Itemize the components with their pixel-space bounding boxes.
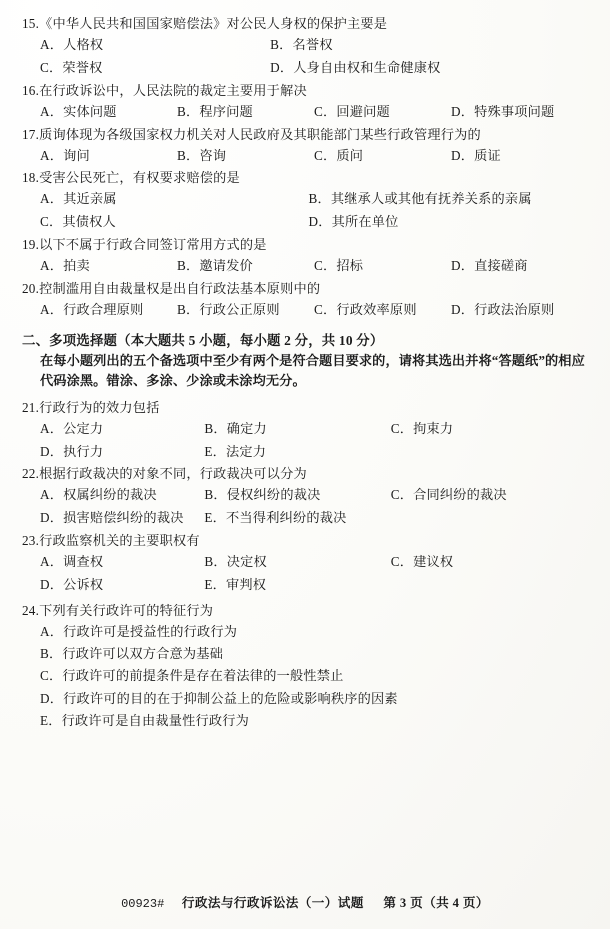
option-a[interactable]: A．行政许可是授益性的行政行为 bbox=[40, 623, 238, 639]
question-19-options bbox=[22, 256, 588, 276]
option-d[interactable]: D．特殊事项问题 bbox=[451, 103, 555, 119]
question-21-options-row-2 bbox=[22, 442, 588, 462]
question-16-options bbox=[22, 102, 588, 122]
question-16 bbox=[22, 81, 588, 122]
question-17-stem: 质询体现为各级国家权力机关对人民政府及其职能部门某些行政管理行为的 bbox=[39, 126, 481, 142]
option-a[interactable]: A．其近亲属 bbox=[40, 191, 117, 207]
question-22 bbox=[22, 464, 588, 528]
option-c[interactable]: C．拘束力 bbox=[390, 420, 454, 436]
option-e[interactable]: E．行政许可是自由裁量性行政行为 bbox=[40, 713, 250, 729]
question-17 bbox=[22, 125, 588, 166]
question-24 bbox=[22, 601, 588, 732]
option-b[interactable]: B．行政许可以双方合意为基础 bbox=[40, 646, 224, 662]
option-c[interactable]: C．行政效率原则 bbox=[314, 301, 417, 317]
option-d[interactable]: D．行政许可的目的在于抑制公益上的危险或影响秩序的因素 bbox=[40, 690, 398, 706]
option-b[interactable]: B．侵权纠纷的裁决 bbox=[204, 487, 321, 503]
option-a[interactable]: A．公定力 bbox=[40, 420, 104, 436]
question-17-options bbox=[22, 146, 588, 166]
option-b[interactable]: B．决定权 bbox=[204, 554, 267, 570]
question-16-stem: 在行政诉讼中，人民法院的裁定主要用于解决 bbox=[39, 82, 307, 98]
option-c[interactable]: C．建议权 bbox=[390, 554, 454, 570]
option-d[interactable]: D．其所在单位 bbox=[308, 214, 399, 230]
question-15-stem: 《中华人民共和国国家赔偿法》对公民人身权的保护主要是 bbox=[39, 16, 388, 31]
option-b[interactable]: B．确定力 bbox=[204, 420, 267, 436]
question-23 bbox=[22, 531, 588, 595]
question-21-options-row-1 bbox=[22, 419, 588, 439]
option-a[interactable]: A．人格权 bbox=[40, 37, 104, 53]
option-d[interactable]: D．损害赔偿纠纷的裁决 bbox=[40, 510, 184, 526]
footer-page-number: 第 3 页（共 4 页） bbox=[383, 896, 489, 910]
option-a[interactable]: A．行政合理原则 bbox=[40, 301, 144, 317]
option-a[interactable]: A．权属纠纷的裁决 bbox=[40, 487, 157, 503]
option-b[interactable]: B．邀请发价 bbox=[177, 258, 253, 274]
question-19-stem: 以下不属于行政合同签订常用方式的是 bbox=[39, 237, 267, 253]
question-24-number: 24. bbox=[22, 602, 40, 618]
question-23-number: 23. bbox=[22, 532, 40, 548]
option-e[interactable]: E．法定力 bbox=[204, 443, 267, 459]
question-18-options-row-2 bbox=[22, 212, 588, 232]
option-e[interactable]: E．不当得利纠纷的裁决 bbox=[204, 510, 347, 526]
question-18-number: 18. bbox=[22, 170, 40, 186]
question-20-stem: 控制滥用自由裁量权是出自行政法基本原则中的 bbox=[39, 280, 321, 296]
option-b[interactable]: B．名誉权 bbox=[270, 37, 333, 53]
option-d[interactable]: D．直接磋商 bbox=[451, 258, 528, 274]
question-23-stem: 行政监察机关的主要职权有 bbox=[39, 532, 200, 548]
option-d[interactable]: D．执行力 bbox=[40, 443, 104, 459]
question-22-options-row-2 bbox=[22, 508, 588, 528]
option-a[interactable]: A．实体问题 bbox=[40, 103, 117, 119]
question-16-number: 16. bbox=[22, 82, 40, 98]
question-20-options bbox=[22, 300, 588, 320]
question-18 bbox=[22, 168, 588, 232]
option-b[interactable]: B．行政公正原则 bbox=[177, 301, 280, 317]
option-a[interactable]: A．询问 bbox=[40, 147, 90, 163]
option-c[interactable]: C．荣誉权 bbox=[40, 59, 103, 75]
question-24-stem: 下列有关行政许可的特征行为 bbox=[39, 602, 214, 618]
question-20 bbox=[22, 279, 588, 320]
section-heading: 二、多项选择题（本大题共 5 小题，每小题 2 分，共 10 分） bbox=[22, 332, 384, 348]
question-21-stem: 行政行为的效力包括 bbox=[39, 399, 160, 415]
question-24-options bbox=[22, 621, 588, 732]
option-b[interactable]: B．程序问题 bbox=[177, 103, 253, 119]
question-21 bbox=[22, 398, 588, 462]
question-15-options-row-2 bbox=[22, 58, 588, 78]
option-d[interactable]: D．行政法治原则 bbox=[451, 301, 555, 317]
option-d[interactable]: D．人身自由权和生命健康权 bbox=[270, 59, 441, 75]
question-19 bbox=[22, 235, 588, 276]
question-23-options-row-1 bbox=[22, 552, 588, 572]
question-22-number: 22. bbox=[22, 466, 40, 482]
option-b[interactable]: B．咨询 bbox=[177, 147, 227, 163]
question-22-stem: 根据行政裁决的对象不同，行政裁决可以分为 bbox=[39, 466, 307, 482]
question-23-options-row-2 bbox=[22, 575, 588, 595]
option-e[interactable]: E．审判权 bbox=[204, 576, 267, 592]
page-content bbox=[22, 14, 588, 734]
question-17-number: 17. bbox=[22, 126, 40, 142]
option-a[interactable]: A．拍卖 bbox=[40, 258, 90, 274]
option-a[interactable]: A．调查权 bbox=[40, 554, 104, 570]
question-15-number: 15. bbox=[22, 16, 40, 31]
question-15-options-row-1 bbox=[22, 35, 588, 55]
option-b[interactable]: B．其继承人或其他有抚养关系的亲属 bbox=[308, 191, 532, 207]
footer-course-code: 00923# bbox=[121, 897, 165, 911]
option-c[interactable]: C．其债权人 bbox=[40, 214, 116, 230]
page-footer bbox=[0, 892, 610, 911]
section-instructions: 在每小题列出的五个备选项中至少有两个是符合题目要求的，请将其选出并将“答题纸”的相应代码涂黑。错涂、多涂、少涂或未涂均无分。 bbox=[40, 352, 585, 389]
option-c[interactable]: C．合同纠纷的裁决 bbox=[390, 487, 507, 503]
option-c[interactable]: C．行政许可的前提条件是存在着法律的一般性禁止 bbox=[40, 668, 344, 684]
question-18-options-row-1 bbox=[22, 189, 588, 209]
question-20-number: 20. bbox=[22, 280, 40, 296]
option-c[interactable]: C．回避问题 bbox=[314, 103, 390, 119]
question-22-options-row-1 bbox=[22, 485, 588, 505]
option-c[interactable]: C．质问 bbox=[314, 147, 364, 163]
option-d[interactable]: D．公诉权 bbox=[40, 576, 104, 592]
question-19-number: 19. bbox=[22, 237, 40, 253]
footer-title: 行政法与行政诉讼法（一）试题 bbox=[181, 896, 364, 910]
question-15 bbox=[22, 14, 588, 78]
question-18-stem: 受害公民死亡，有权要求赔偿的是 bbox=[39, 170, 240, 186]
option-c[interactable]: C．招标 bbox=[314, 258, 364, 274]
option-d[interactable]: D．质证 bbox=[451, 147, 501, 163]
question-21-number: 21. bbox=[22, 399, 40, 415]
